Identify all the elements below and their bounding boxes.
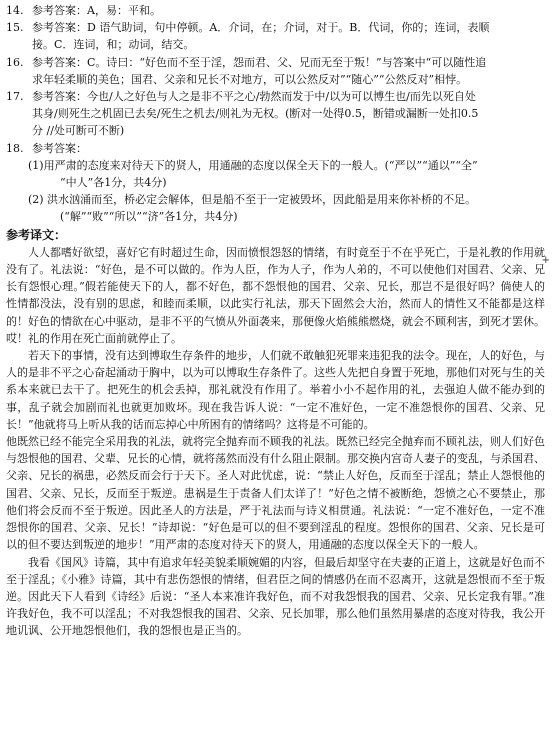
q18-sub-answer: (1)用严肃的态度来对待天下的贤人，用通融的态度以保全天下的一般人。(“严以”“通以”“全” — [28, 158, 478, 172]
answer-item — [6, 140, 545, 157]
translation-body — [6, 244, 545, 640]
answer-item — [6, 2, 545, 19]
answer-item — [6, 88, 545, 140]
side-mark: + — [541, 255, 550, 266]
answer-number: 17. — [6, 90, 24, 104]
answer-line: 参考答案： — [32, 141, 87, 155]
translation-paragraph: 我看《国风》诗篇，其中有追求年轻美貌柔顺婉媚的内容，但最后却坚守在夫妻的正道上，这就是好色而不至于淫乱；《小雅》诗篇，其中有悲伤怨恨的情绪，但君臣之间的情感仍在而不忍离开，这就是怨恨而不至于叛逆。因此天下人看到《诗经》后说：“圣人本来准许我好色，而不对我怨恨我的国君、父亲、兄长定我有罪。”准许我好色，我不可以淫乱；不对我怨恨我的国君、父亲、兄长加罪，那么他们虽然用暴虐的态度对待我，我公开地讥讽、公开地怨恨他们，我的怨恨也是正当的。 — [6, 555, 545, 638]
answer-number: 15. — [6, 21, 24, 35]
answer-line: 分 //处可断可不断) — [32, 124, 125, 138]
answer-line: 参考答案：C。诗曰：“好色而不至于淫，怨而君、父、兄而无至于叛！”与答案中“可以随性追 — [32, 55, 487, 69]
q18-sub-answer-score: “中人”各1分，共4分) — [60, 176, 167, 190]
translation-paragraph: 他既然已经不能完全采用我的礼法，就将完全抛弃而不顾我的礼法。既然已经完全抛弃而不顾礼法，则人们好色与怨恨他的国君、父辈、兄长的心情，就将荡然而没有什么阻止限制。那交换内宫奇人妻子的变乱，与杀国君、父亲、兄长的祸患，必然反而会行于天下。圣人对此忧虑，说：“禁止人好色，反而至于淫乱；禁止人怨恨他的国君、父亲、兄长，反而至于叛逆。患祸是生于责备人们太详了！”好色之情不被断绝，怨愤之心不要禁止，那他们将会反而不至于叛逆。因此圣人的方法是，严于礼法而与诗义相贯通。礼法说：“一定不准好色，一定不准怨恨你的国君、父亲、兄长！”诗却说：“好色是可以的但不要到淫乱的程度。怨恨你的国君、父亲、兄长是可以的但不要达到叛逆的地步！”用严肃的态度对待天下的贤人，用通融的态度以保全天下的一般人。 — [6, 435, 545, 552]
answer-item — [6, 19, 545, 53]
answer-line: 求年轻柔顺的美色；国君、父亲和兄长不对地方，可以公然反对”“随心”“公然反对”相悖。 — [32, 72, 468, 86]
answer-line: 接。C．连词，和；动词，结交。 — [32, 38, 195, 52]
q18-sub-answer-score: (“解”“败”“所以”“济”各1分，共4分) — [60, 210, 238, 224]
answer-line: 参考答案：D 语气助词，句中停顿。A．介词，在；介词，对于。B．代词，你的；连词，表顺 — [32, 21, 490, 35]
answer-line: 参考答案：今也/人之好色与人之是非不平之心/勃然而发于中/以为可以博生也/而先以死自处 — [32, 90, 476, 104]
translation-paragraph: 人人都嗜好欲望，喜好它有时超过生命，因而愤恨怨怒的情绪，有时竟至于不在乎死亡，于是礼教的作用就没有了。礼法说：“好色，是不可以做的。作为人臣，作为人子，作为人弟的，不可以使他们对国君、父亲、兄长有怨恨心理。”假若能使天下的人，都不好色，都不怨恨他的国君、父亲、兄长，那岂不是很好吗？倘使人的性情都没法，没有别的思虑，和睦而柔顺，以此实行礼法，那天下固然会大治，然而人的情性又不能都是这样的！好色的情欲在心中驱动，是非不平的气愤从外面袭来，那便像火焰熊熊燃烧，就会不顾利害，到死才罢休。哎！礼的作用在死亡面前就停止了。 — [6, 245, 545, 345]
answer-item — [6, 54, 545, 88]
answer-line: 参考答案：A，易：平和。 — [32, 4, 161, 17]
answer-line: 其身/则死生之机固已去矣/死生之机去/则礼为无权。(断对一处得0.5，断错或漏断一处扣0.5 — [32, 107, 479, 121]
q18-sub-answer: (2) 洪水汹涌而至，桥必定会解体，但是船不至于一定被毁坏，因此船是用来你补桥的不足。 — [28, 193, 477, 207]
answer-number: 16. — [6, 55, 24, 69]
answer-number: 14. — [6, 4, 24, 17]
translation-paragraph: 若天下的事情，没有达到博取生存条件的地步，人们就不敢触犯死罪来违犯我的法令。现在，人的好色，与人的是非不平之心奋起涌动于胸中，以为可以博取生存条件了。这些人先把自身置于死地，那他们对死与生的关系本来就已去干了。把死生的机会丢掉，那礼就没有作用了。举着小小不起作用的礼，去强迫人做不能办到的事，乱子就会加剧而礼也就更加败坏。现在我告诉人说：“一定不准好色，一定不准怨恨你的国君、父亲、兄长！”他就将马上听从我的话而忘掉心中所困有的情绪吗？这将是不可能的。 — [6, 349, 545, 431]
translation-title: 参考译文： — [6, 227, 67, 242]
answers-section — [6, 2, 545, 226]
answer-number: 18. — [6, 141, 24, 155]
